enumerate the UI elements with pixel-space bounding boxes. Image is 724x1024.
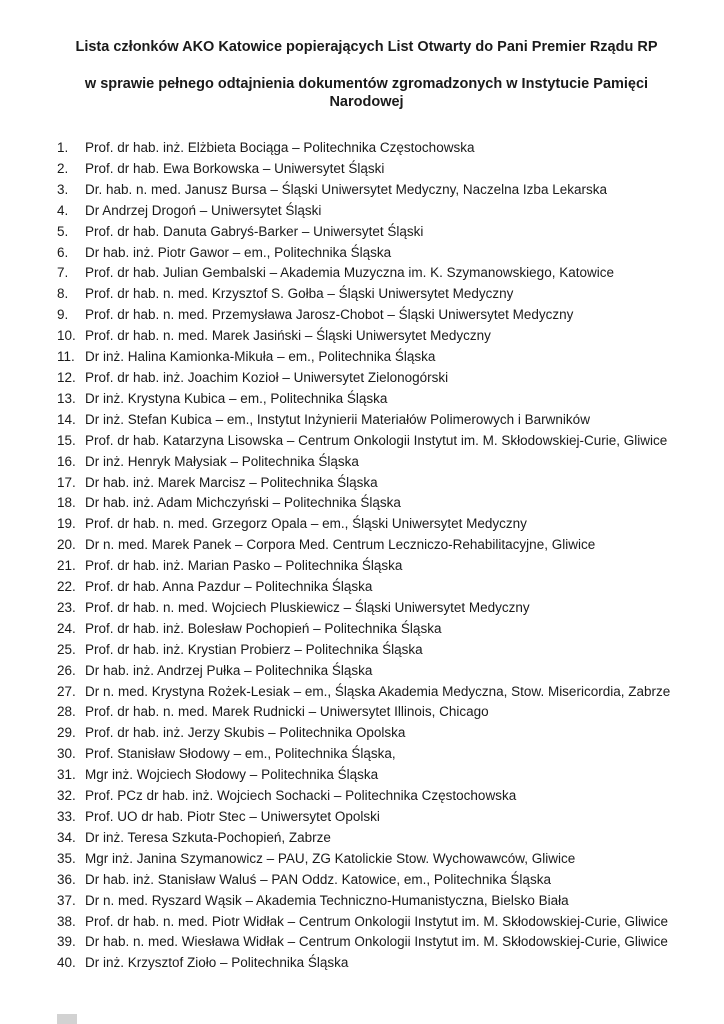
list-item (57, 786, 676, 807)
list-item-text: Dr inż. Krzysztof Zioło – Politechnika Śląska (85, 955, 349, 971)
list-item-number: 17. (57, 474, 76, 490)
list-item-number: 1. (57, 140, 69, 155)
list-item-text: Prof. dr hab. n. med. Marek Jasiński – Śląski Uniwersytet Medyczny (85, 328, 491, 344)
list-item-text: Prof. PCz dr hab. inż. Wojciech Sochacki – Politechnika Częstochowska (85, 788, 517, 804)
list-item-text: Dr inż. Henryk Małysiak – Politechnika Śląska (85, 453, 359, 469)
list-item (57, 870, 676, 891)
list-item-number: 3. (57, 181, 69, 197)
list-item-text: Dr hab. inż. Marek Marcisz – Politechnika Śląska (85, 474, 378, 490)
list-item-text: Mgr inż. Wojciech Słodowy – Politechnika Śląska (85, 767, 379, 783)
list-item (57, 953, 676, 974)
list-item-text: Dr inż. Halina Kamionka-Mikuła – em., Politechnika Śląska (85, 349, 436, 365)
list-item (57, 452, 676, 473)
list-item (57, 765, 676, 786)
list-item-number: 22. (57, 579, 76, 595)
list-item-number: 35. (57, 850, 76, 866)
list-item-number: 26. (57, 662, 76, 678)
list-item-number: 39. (57, 934, 76, 950)
list-item (57, 891, 676, 912)
list-item (57, 138, 676, 159)
list-item (57, 535, 676, 556)
list-item-text: Dr hab. inż. Andrzej Pułka – Politechnika Śląska (85, 662, 373, 678)
list-item-text: Prof. Stanisław Słodowy – em., Politechnika Śląska, (85, 746, 396, 762)
list-item-number: 2. (57, 160, 69, 176)
list-item (57, 807, 676, 828)
list-item-number: 36. (57, 871, 76, 887)
title-line-1: Lista członków AKO Katowice popierających List Otwarty do Pani Premier Rządu RP (75, 39, 658, 55)
list-item (57, 180, 676, 201)
list-item (57, 514, 676, 535)
list-item-number: 19. (57, 516, 76, 532)
list-item-text: Prof. dr hab. Danuta Gabryś-Barker – Uniwersytet Śląski (85, 223, 424, 239)
list-item (57, 284, 676, 305)
list-item (57, 556, 676, 577)
list-item (57, 410, 676, 431)
list-item-text: Prof. dr hab. inż. Marian Pasko – Politechnika Śląska (85, 558, 403, 574)
list-item-number: 38. (57, 913, 76, 929)
list-item-text: Prof. dr hab. n. med. Przemysława Jarosz-Chobot – Śląski Uniwersytet Medyczny (85, 307, 574, 323)
list-item-number: 9. (57, 307, 69, 323)
list-item (57, 912, 676, 933)
list-item (57, 431, 676, 452)
list-item (57, 159, 676, 180)
list-item-text: Dr. hab. n. med. Janusz Bursa – Śląski Uniwersytet Medyczny, Naczelna Izba Lekarska (85, 181, 607, 197)
list-item-number: 16. (57, 453, 76, 469)
list-item-number: 27. (57, 683, 76, 699)
list-item-text: Dr inż. Teresa Szkuta-Pochopień, Zabrze (85, 829, 331, 845)
list-item (57, 326, 676, 347)
list-item-number: 28. (57, 704, 76, 720)
list-item-text: Prof. dr hab. Anna Pazdur – Politechnika Śląska (85, 579, 373, 595)
list-item-number: 23. (57, 599, 76, 615)
list-item-text: Mgr inż. Janina Szymanowicz – PAU, ZG Katolickie Stow. Wychowawców, Gliwice (85, 850, 576, 866)
list-item-text: Prof. dr hab. inż. Krystian Probierz – Politechnika Śląska (85, 641, 423, 657)
list-item-number: 7. (57, 265, 69, 281)
list-item-number: 32. (57, 788, 76, 804)
list-item (57, 243, 676, 264)
list-item (57, 702, 676, 723)
list-item-text: Prof. dr hab. n. med. Wojciech Pluskiewicz – Śląski Uniwersytet Medyczny (85, 599, 530, 615)
list-item-number: 30. (57, 746, 76, 762)
list-item-number: 14. (57, 411, 76, 427)
list-item-text: Dr hab. n. med. Wiesława Widłak – Centrum Onkologii Instytut im. M. Skłodowskiej-Curie, Gliwice (85, 934, 668, 950)
list-item-number: 37. (57, 892, 76, 908)
list-item (57, 828, 676, 849)
list-item (57, 723, 676, 744)
document-title (57, 38, 676, 111)
list-item (57, 619, 676, 640)
list-item-number: 34. (57, 829, 76, 845)
list-item (57, 493, 676, 514)
list-item-text: Dr n. med. Ryszard Wąsik – Akademia Techniczno-Humanistyczna, Bielsko Biała (85, 892, 569, 908)
list-item-number: 5. (57, 223, 69, 239)
list-item-text: Dr Andrzej Drogoń – Uniwersytet Śląski (85, 202, 322, 218)
list-item-number: 40. (57, 955, 76, 971)
list-item-number: 15. (57, 432, 76, 448)
list-item (57, 201, 676, 222)
list-item-number: 31. (57, 767, 76, 783)
list-item (57, 744, 676, 765)
list-item (57, 577, 676, 598)
list-item-text: Dr n. med. Marek Panek – Corpora Med. Centrum Leczniczo-Rehabilitacyjne, Gliwice (85, 537, 596, 553)
list-item-number: 6. (57, 244, 69, 260)
list-item-text: Prof. dr hab. inż. Bolesław Pochopień – Politechnika Śląska (85, 620, 442, 636)
list-item-number: 10. (57, 328, 76, 344)
list-item (57, 263, 676, 284)
list-item-text: Prof. dr hab. Julian Gembalski – Akademia Muzyczna im. K. Szymanowskiego, Katowice (85, 265, 614, 281)
list-item (57, 389, 676, 410)
list-item-text: Dr inż. Stefan Kubica – em., Instytut Inżynierii Materiałów Polimerowych i Barwników (85, 411, 590, 427)
list-item-text: Dr hab. inż. Adam Michczyński – Politechnika Śląska (85, 495, 401, 511)
list-item-text: Prof. dr hab. Ewa Borkowska – Uniwersytet Śląski (85, 160, 385, 176)
list-item (57, 473, 676, 494)
list-item-number: 13. (57, 390, 76, 406)
list-item-text: Prof. dr hab. n. med. Krzysztof S. Gołba – Śląski Uniwersytet Medyczny (85, 286, 514, 302)
list-item-number: 18. (57, 495, 76, 511)
list-item-number: 8. (57, 286, 69, 302)
list-item-number: 11. (57, 349, 75, 365)
list-item (57, 849, 676, 870)
list-item-text: Prof. dr hab. n. med. Marek Rudnicki – Uniwersytet Illinois, Chicago (85, 704, 489, 720)
member-list (57, 138, 676, 974)
list-item (57, 305, 676, 326)
bottom-left-artifact (57, 1014, 77, 1024)
list-item-text: Prof. dr hab. inż. Joachim Kozioł – Uniwersytet Zielonogórski (85, 369, 449, 385)
list-item-text: Prof. UO dr hab. Piotr Stec – Uniwersytet Opolski (85, 809, 380, 824)
list-item-text: Dr hab. inż. Stanisław Waluś – PAN Oddz. Katowice, em., Politechnika Śląska (85, 871, 551, 887)
list-item-text: Dr inż. Krystyna Kubica – em., Politechnika Śląska (85, 390, 388, 406)
list-item-text: Dr hab. inż. Piotr Gawor – em., Politechnika Śląska (85, 244, 392, 260)
list-item-text: Prof. dr hab. n. med. Grzegorz Opala – em., Śląski Uniwersytet Medyczny (85, 516, 527, 532)
list-item (57, 682, 676, 703)
list-item-number: 20. (57, 537, 76, 553)
list-item (57, 222, 676, 243)
list-item-number: 24. (57, 620, 76, 636)
list-item (57, 932, 676, 953)
list-item (57, 347, 676, 368)
list-item-number: 29. (57, 725, 76, 741)
list-item-text: Prof. dr hab. inż. Jerzy Skubis – Politechnika Opolska (85, 725, 406, 741)
list-item-text: Dr n. med. Krystyna Rożek-Lesiak – em., Śląska Akademia Medyczna, Stow. Misericordia, Zabrze (85, 683, 671, 699)
list-item-text: Prof. dr hab. Katarzyna Lisowska – Centrum Onkologii Instytut im. M. Skłodowskiej-Curie, Gliwice (85, 432, 668, 448)
list-item (57, 640, 676, 661)
title-line-2: w sprawie pełnego odtajnienia dokumentów zgromadzonych w Instytucie Pamięci Narodowej (84, 76, 649, 110)
list-item (57, 661, 676, 682)
list-item-number: 21. (57, 558, 76, 574)
list-item-number: 33. (57, 809, 76, 824)
list-item (57, 368, 676, 389)
list-item-text: Prof. dr hab. n. med. Piotr Widłak – Centrum Onkologii Instytut im. M. Skłodowskiej-Curie, Gliwice (85, 913, 668, 929)
list-item-text: Prof. dr hab. inż. Elżbieta Bociąga – Politechnika Częstochowska (85, 140, 475, 155)
list-item-number: 4. (57, 202, 69, 218)
list-item (57, 598, 676, 619)
list-item-number: 12. (57, 369, 76, 385)
list-item-number: 25. (57, 641, 76, 657)
